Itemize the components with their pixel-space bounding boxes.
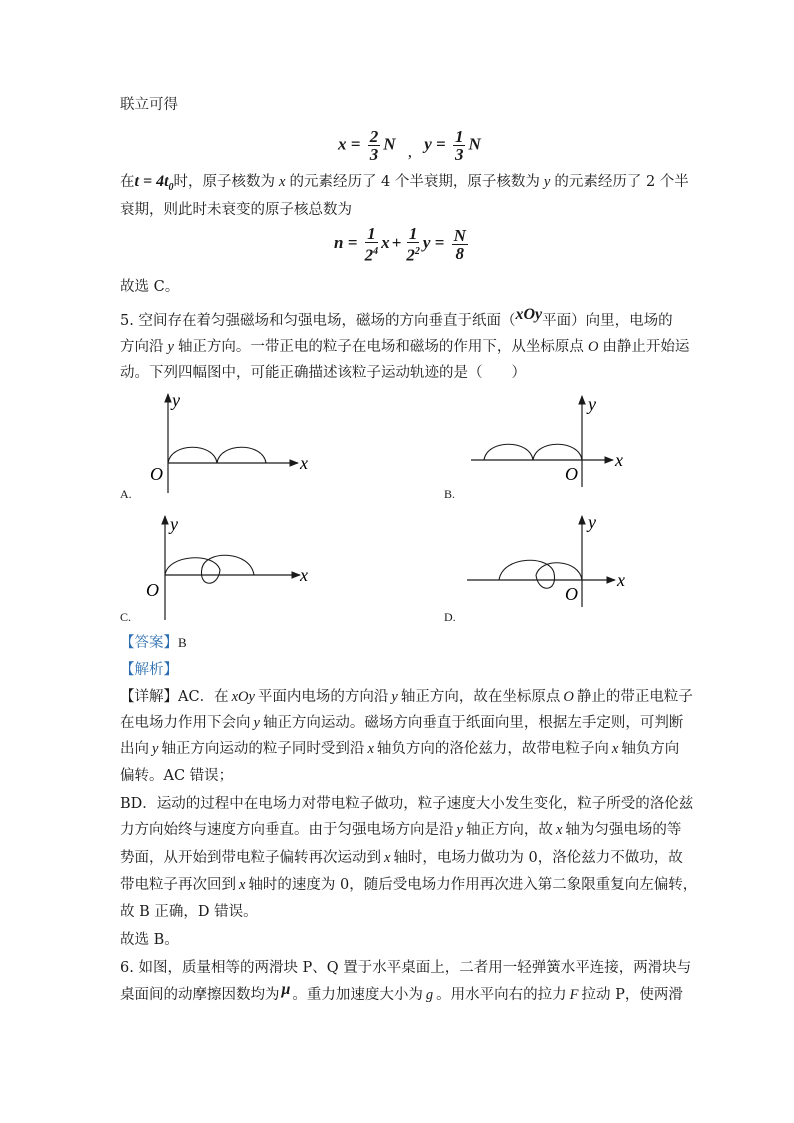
trajectory [165,555,254,583]
equation-x-y: x = $\frac{2}{3}$ N , y = $\frac{1}{3}$ N [338,127,481,164]
text: 轴负方向的洛伦兹力，故带电粒子向 [376,741,609,757]
fraction [406,225,420,264]
fraction [368,128,381,163]
var-y: y [167,339,174,355]
x-label: x [615,450,623,470]
text: 的元素经历了 4 个半衰期，原子核数为 [289,174,540,190]
text: 轴正方向。一带正电的粒子在电场和磁场的作用下，从坐标原点 [177,339,584,355]
origin-label: O [150,464,163,484]
exponent: 2 [414,246,420,257]
option-a-label: A. [120,487,132,501]
time-expression: t = 4t [134,173,169,190]
plus: + [391,233,402,253]
option-d-label: D. [444,610,456,624]
text: 轴正方向，故在坐标原点 [400,689,561,705]
text: 在电场力作用下会向 [120,715,251,731]
paragraph-half-life [120,172,689,198]
option-b-label: B. [444,487,456,501]
var-plane: xOy [231,689,255,705]
paragraph-half-life-2: 衰期，则此时未衰变的原子核总数为 [120,202,352,218]
detail-line7 [120,848,683,868]
y-label: y [172,390,180,410]
numerator: N [453,225,466,245]
base: 2 [364,245,374,265]
text: 的元素经历了 2 个半 [554,174,689,190]
q6-line1: 6. 如图，质量相等的两滑块 P、Q 置于水平桌面上，二者用一轻弹簧水平连接，两滑块与 [120,960,692,976]
conclusion-c: 故选 C。 [120,279,180,295]
diagram-b [465,392,640,492]
var-mu: μ [281,981,291,998]
fraction [365,225,379,264]
denominator: 8 [455,243,464,263]
fraction [452,227,468,262]
var-g: g [425,987,434,1003]
detail-line1 [120,687,693,707]
diagram-d [465,512,640,612]
diagram-a [140,388,320,498]
eq-var: N [468,134,481,154]
text: 力方向始终与速度方向垂直。由于匀强电场方向是沿 [120,822,454,838]
text: 拉动 P，使两滑 [581,987,683,1003]
q5-line1 [120,306,673,331]
text: 轴正方向，故 [465,822,553,838]
origin-label: O [565,584,578,604]
q5-line3: 动。下列四幅图中，可能正确描述该粒子运动轨迹的是（ ） [120,365,526,381]
text: 出向 [120,741,149,757]
var-o: O [563,689,574,705]
x-label: x [617,570,625,590]
plane-label: xOy [515,306,543,323]
var-y: y [391,689,398,705]
text: 轴时，电场力做功为 0，洛伦兹力不做功，故 [393,850,683,866]
numerator: 1 [454,127,464,146]
diagram-c [140,512,320,622]
var-x: x [239,877,246,893]
detail-line3 [120,739,679,759]
subscript: 0 [168,181,174,193]
denominator: 3 [454,145,464,164]
text: 轴为匀强电场的等 [565,822,682,838]
y-label: y [588,394,596,414]
var-x: x [384,850,391,866]
analysis-tag: 【解析】 [120,662,178,678]
trajectory [484,444,582,460]
denominator [406,243,420,264]
numerator: 1 [367,224,376,243]
text: 时，原子核数为 [173,174,276,190]
exponent: 4 [373,246,379,257]
conclusion-b: 故选 B。 [120,932,179,948]
q5-line2 [120,337,689,357]
eq-var: y [422,233,431,253]
numerator: 1 [408,224,418,243]
solution-intro: 联立可得 [120,97,178,113]
var-o: O [587,339,599,355]
origin-label: O [565,464,578,484]
eq-var: y [424,134,432,154]
text: 轴正方向运动。磁场方向垂直于纸面向里，根据左手定则，可判断 [262,715,684,731]
denominator [365,243,379,264]
detail-line2 [120,713,683,733]
text: 平面）向里，电场的 [542,313,673,329]
text: 轴时的速度为 0，随后受电场力作用再次进入第二象限重复向左偏转， [248,877,698,893]
text: 势面，从开始到带电粒子偏转再次运动到 [120,850,381,866]
text: 平面内电场的方向沿 [257,689,389,705]
text: 带电粒子再次回到 [120,877,236,893]
y-label: y [588,512,596,532]
trajectory [168,447,266,463]
detail-line5: BD．运动的过程中在电场力对带电粒子做功，粒子速度大小发生变化，粒子所受的洛伦兹 [120,796,694,812]
detail-line4: 偏转。AC 错误； [120,768,234,784]
eq-var: x [338,134,347,154]
var-f: F [569,987,579,1003]
text: 5. 空间存在着匀强磁场和匀强电场，磁场的方向垂直于纸面（ [120,313,516,329]
eq-var: n [334,233,344,253]
var-y: y [543,174,551,190]
equation-n: n = $\frac{1}{2^4}$ x + $\frac{1}{2^2}$ y = $\frac{N}{8}$ [334,224,466,265]
detail-line6 [120,820,681,840]
var-x: x [279,174,286,190]
text: 轴正方向运动的粒子同时受到沿 [161,741,365,757]
separator: , [407,142,412,162]
var-x: x [367,741,374,757]
answer-line [120,633,187,653]
eq-var: N [383,134,396,154]
text: 。重力加速度大小为 [292,987,423,1003]
var-x: x [611,741,619,757]
answer-tag: 【答案】 [120,635,178,651]
detail-line8 [120,875,697,895]
q6-line2 [120,981,683,1005]
eq-var: x [381,233,390,253]
text: 。用水平向右的拉力 [436,987,567,1003]
detail-line9: 故 B 正确，D 错误。 [120,904,258,920]
y-label: y [170,514,178,534]
numerator: 2 [369,127,379,146]
text: 【详解】AC．在 [120,689,229,705]
fraction [453,128,466,163]
option-c-label: C. [120,610,132,624]
origin-label: O [146,580,159,600]
var-x: x [555,822,563,838]
text: 静止的带正电粒子 [576,689,693,705]
var-y: y [253,715,260,731]
text: 由静止开始运 [602,339,690,355]
var-y: y [456,822,463,838]
text: 在 [120,174,135,190]
answer-value: B [178,635,187,650]
x-label: x [300,565,308,585]
text: 桌面间的动摩擦因数均为 [120,987,280,1003]
x-label: x [300,453,308,473]
var-y: y [152,741,159,757]
denominator: 3 [369,145,379,164]
text: 轴负方向 [621,741,680,757]
text: 方向沿 [120,339,164,355]
base: 2 [406,245,415,265]
